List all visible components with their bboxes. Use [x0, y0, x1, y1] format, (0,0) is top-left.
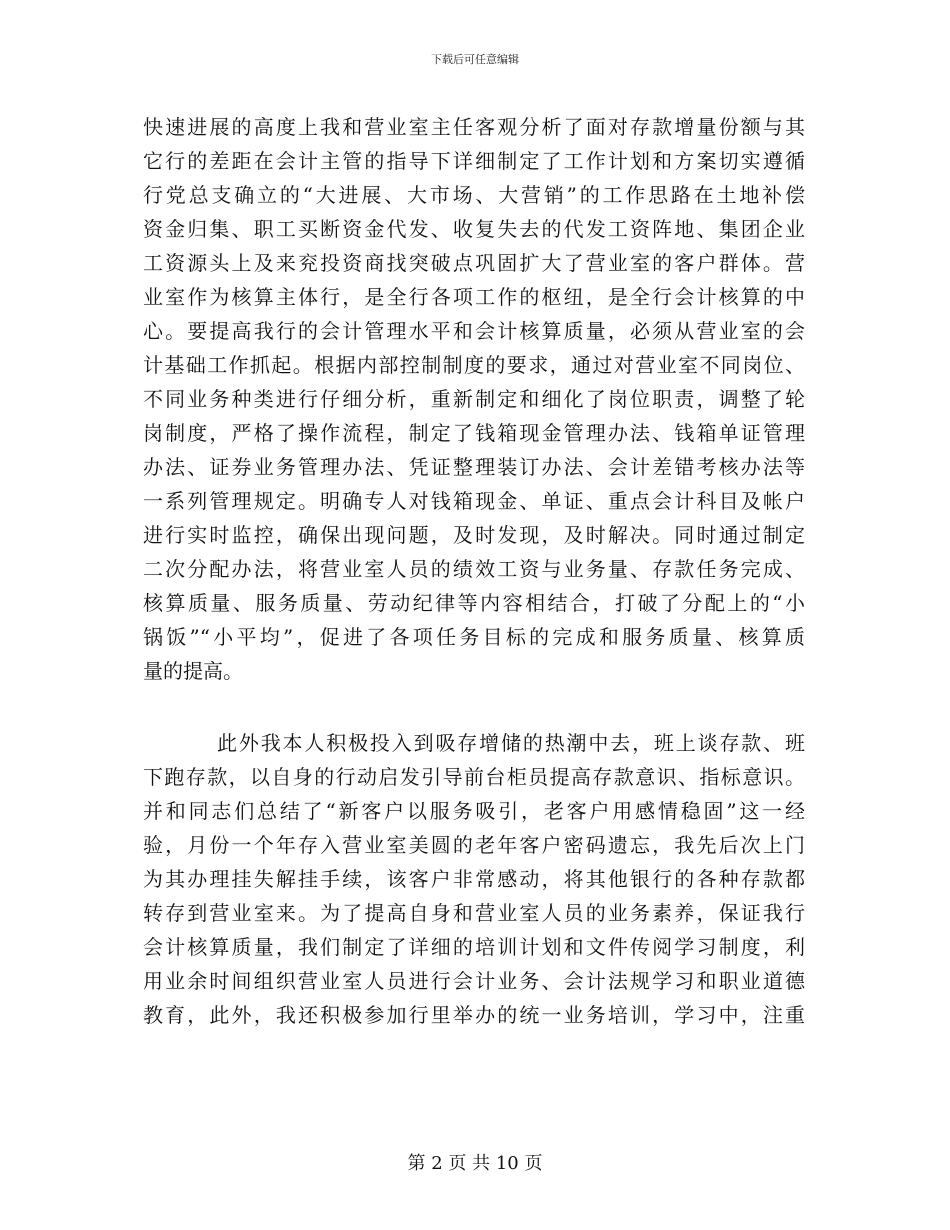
text-line: 锅饭”“小平均”，促进了各项任务目标的完成和服务质量、核算质: [143, 625, 805, 649]
text-line: 不同业务种类进行仔细分析，重新制定和细化了岗位职责，调整了轮: [143, 387, 805, 411]
text-line: 转存到营业室来。为了提高自身和营业室人员的业务素养，保证我行: [143, 901, 805, 925]
text-line: 二次分配办法，将营业室人员的绩效工资与业务量、存款任务完成、: [143, 557, 805, 581]
text-line: 并和同志们总结了“新客户以服务吸引，老客户用感情稳固”这一经: [143, 799, 805, 823]
text-line: 验，月份一个年存入营业室美圆的老年客户密码遗忘，我先后次上门: [143, 833, 805, 857]
text-line: 快速进展的高度上我和营业室主任客观分析了面对存款增量份额与其: [143, 115, 805, 139]
text-line: 核算质量、服务质量、劳动纪律等内容相结合，打破了分配上的“小: [143, 591, 805, 615]
page-header: 下载后可任意编辑: [431, 53, 519, 66]
text-line: 它行的差距在会计主管的指导下详细制定了工作计划和方案切实遵循: [143, 149, 805, 173]
text-line: 进行实时监控，确保出现问题，及时发现，及时解决。同时通过制定: [143, 523, 805, 547]
text-line: 行党总支确立的“大进展、大市场、大营销”的工作思路在土地补偿: [143, 183, 805, 207]
text-line: 一系列管理规定。明确专人对钱箱现金、单证、重点会计科目及帐户: [143, 489, 805, 513]
text-line: 资金归集、职工买断资金代发、收复失去的代发工资阵地、集团企业: [143, 217, 805, 241]
text-line: 此外我本人积极投入到吸存增储的热潮中去，班上谈存款、班: [217, 731, 805, 755]
paragraph-1: [143, 110, 805, 688]
text-line: 办法、证券业务管理办法、凭证整理装订办法、会计差错考核办法等: [143, 455, 805, 479]
text-line: 业室作为核算主体行，是全行各项工作的枢纽，是全行会计核算的中: [143, 285, 805, 309]
text-line: 量的提高。: [143, 659, 243, 683]
text-line: 为其办理挂失解挂手续，该客户非常感动，将其他银行的各种存款都: [143, 867, 805, 891]
text-line: 会计核算质量，我们制定了详细的培训计划和文件传阅学习制度，利: [143, 935, 805, 959]
paragraph-spacer: [143, 688, 805, 726]
text-line: 用业余时间组织营业室人员进行会计业务、会计法规学习和职业道德: [143, 969, 805, 993]
text-line: 工资源头上及来兖投资商找突破点巩固扩大了营业室的客户群体。营: [143, 251, 805, 275]
text-line: 计基础工作抓起。根据内部控制制度的要求，通过对营业室不同岗位、: [143, 353, 805, 377]
page-number-footer: 第 2 页 共 10 页: [407, 1153, 543, 1174]
text-line: 教育，此外，我还积极参加行里举办的统一业务培训，学习中，注重: [143, 1003, 805, 1027]
paragraph-2: [143, 726, 805, 1032]
document-body: [143, 110, 805, 1032]
text-line: 岗制度，严格了操作流程，制定了钱箱现金管理办法、钱箱单证管理: [143, 421, 805, 445]
text-line: 心。要提高我行的会计管理水平和会计核算质量，必须从营业室的会: [143, 319, 805, 343]
text-line: 下跑存款，以自身的行动启发引导前台柜员提高存款意识、指标意识。: [143, 765, 805, 789]
